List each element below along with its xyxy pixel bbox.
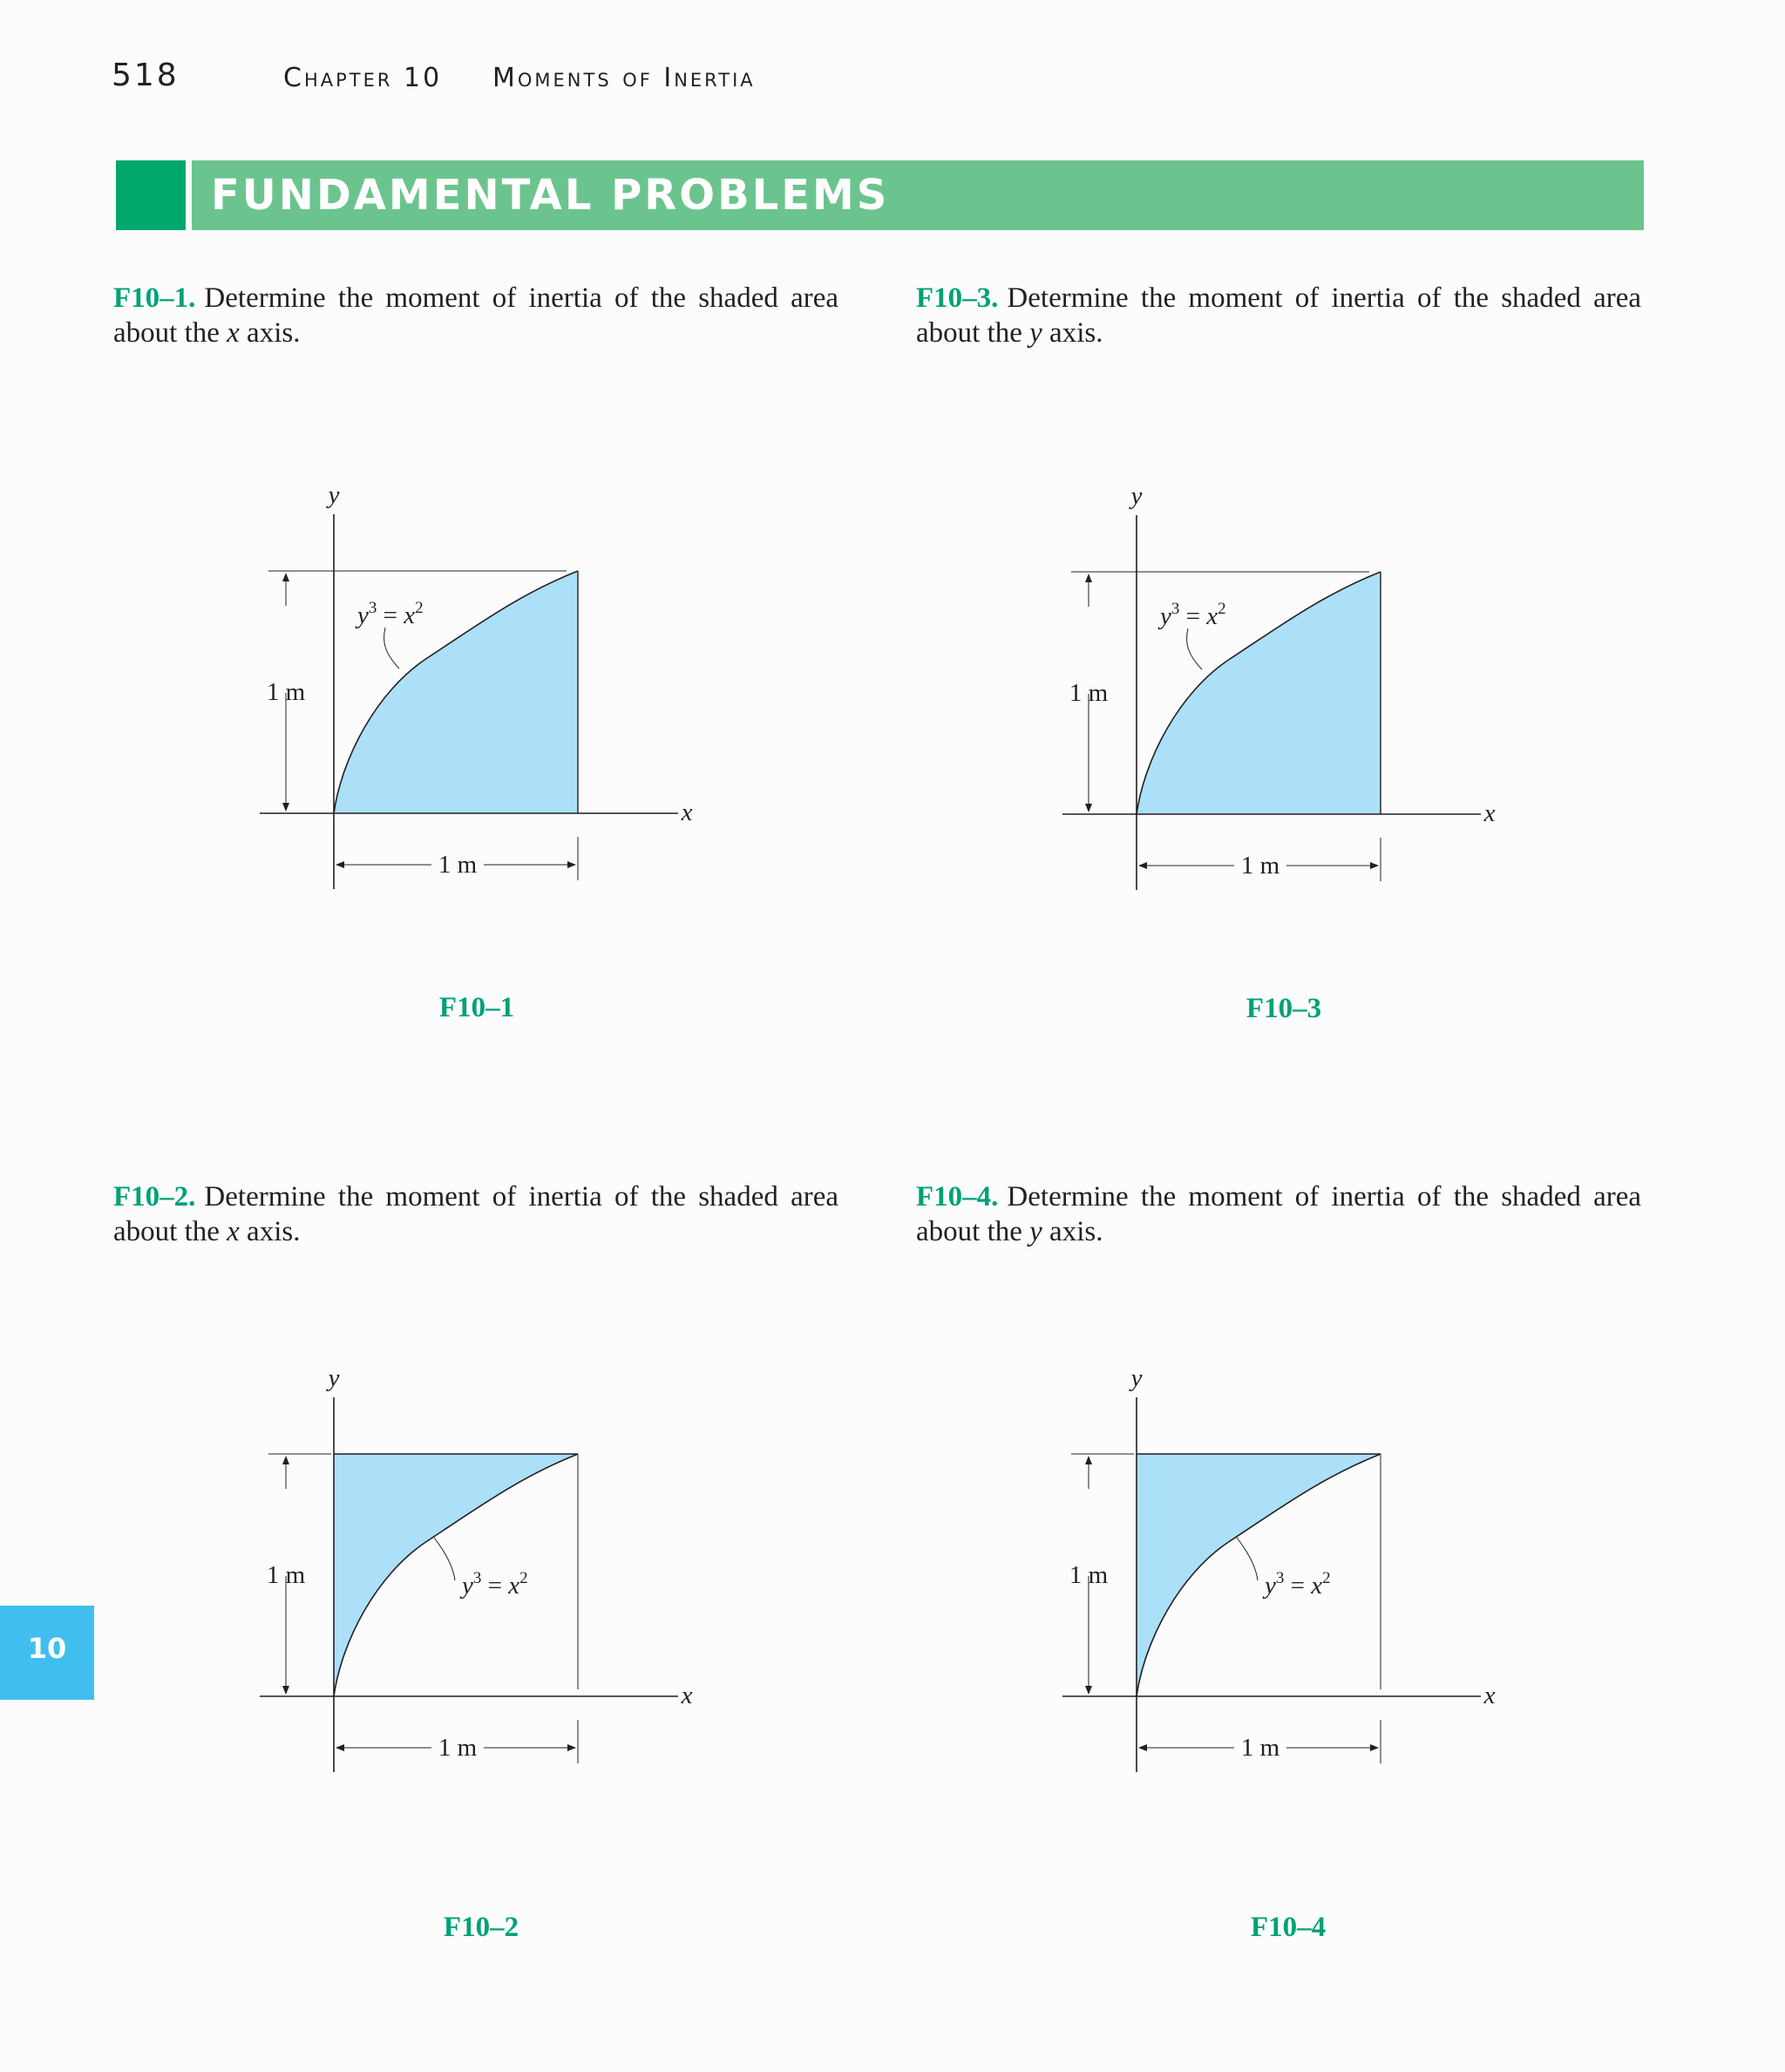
y-axis-label: y (1130, 1364, 1143, 1392)
curve-label-leader (434, 1538, 455, 1580)
height-label: 1 m (266, 678, 306, 706)
figure-caption-f10-1: F10–1 (438, 992, 515, 1023)
x-axis-label: x (681, 798, 693, 826)
problem-text-part: Determine the moment of inertia of the shaded area about the (113, 1181, 838, 1247)
problem-axis: y (1029, 317, 1042, 349)
problem-text-part: axis. (239, 317, 301, 349)
problem-f10-1 (113, 281, 838, 350)
y-axis-label: y (328, 1364, 340, 1392)
running-head-chapter: Chapter 10 (283, 63, 443, 93)
width-label: 1 m (1240, 1734, 1280, 1762)
figure-f10-3 (1055, 482, 1509, 903)
chapter-tab-number: 10 (27, 1632, 67, 1665)
x-axis-label: x (1483, 1681, 1496, 1709)
problem-id: F10–3. (916, 282, 999, 314)
problem-id: F10–2. (113, 1181, 196, 1213)
x-axis-label: x (681, 1681, 693, 1709)
height-label: 1 m (266, 1561, 306, 1589)
y-axis-label: y (1130, 482, 1143, 510)
curve-label-leader (384, 628, 399, 669)
problem-f10-2 (113, 1179, 838, 1249)
curve-equation-label: $y^3 = x^2$ (1160, 600, 1226, 630)
height-label: 1 m (1069, 1561, 1109, 1589)
shaded-area (334, 1454, 578, 1696)
curve-equation-label: $y^3 = x^2$ (462, 1569, 528, 1600)
height-label: 1 m (1069, 679, 1109, 707)
width-label: 1 m (438, 1734, 478, 1762)
chapter-side-tab (0, 1606, 94, 1700)
banner-accent-block (116, 160, 186, 230)
section-title: FUNDAMENTAL PROBLEMS (211, 171, 890, 220)
figure-caption-f10-3: F10–3 (1245, 993, 1322, 1024)
problem-text-part: axis. (1042, 317, 1103, 349)
problem-text-part: axis. (1042, 1216, 1103, 1247)
problem-text-part: axis. (239, 1216, 301, 1247)
section-banner (192, 160, 1644, 230)
problem-axis: y (1029, 1216, 1042, 1247)
problem-f10-4 (916, 1179, 1641, 1249)
problem-id: F10–1. (113, 282, 196, 314)
curve-label-leader (1237, 1538, 1258, 1580)
problem-id: F10–4. (916, 1181, 999, 1213)
curve-equation-label: $y^3 = x^2$ (357, 599, 424, 629)
x-axis-label: x (1483, 799, 1496, 827)
problem-axis: x (227, 317, 240, 349)
problem-text-part: Determine the moment of inertia of the shaded area about the (113, 282, 838, 349)
running-head-title: Moments of Inertia (492, 63, 756, 93)
width-label: 1 m (438, 851, 478, 879)
figure-f10-1 (253, 481, 706, 902)
curve-equation-label: $y^3 = x^2$ (1265, 1569, 1331, 1600)
curve-label-leader (1187, 628, 1202, 669)
figure-caption-f10-2: F10–2 (443, 1912, 519, 1943)
problem-axis: x (227, 1216, 240, 1247)
shaded-area (1137, 1454, 1381, 1696)
width-label: 1 m (1240, 852, 1280, 880)
figure-f10-2 (253, 1364, 706, 1785)
figure-f10-4 (1055, 1364, 1509, 1785)
problem-text-part: Determine the moment of inertia of the shaded area about the (916, 1181, 1641, 1247)
problem-text-part: Determine the moment of inertia of the shaded area about the (916, 282, 1641, 349)
figure-caption-f10-4: F10–4 (1250, 1912, 1327, 1943)
problem-f10-3 (916, 281, 1641, 350)
y-axis-label: y (328, 481, 340, 509)
page-number: 518 (112, 58, 180, 93)
